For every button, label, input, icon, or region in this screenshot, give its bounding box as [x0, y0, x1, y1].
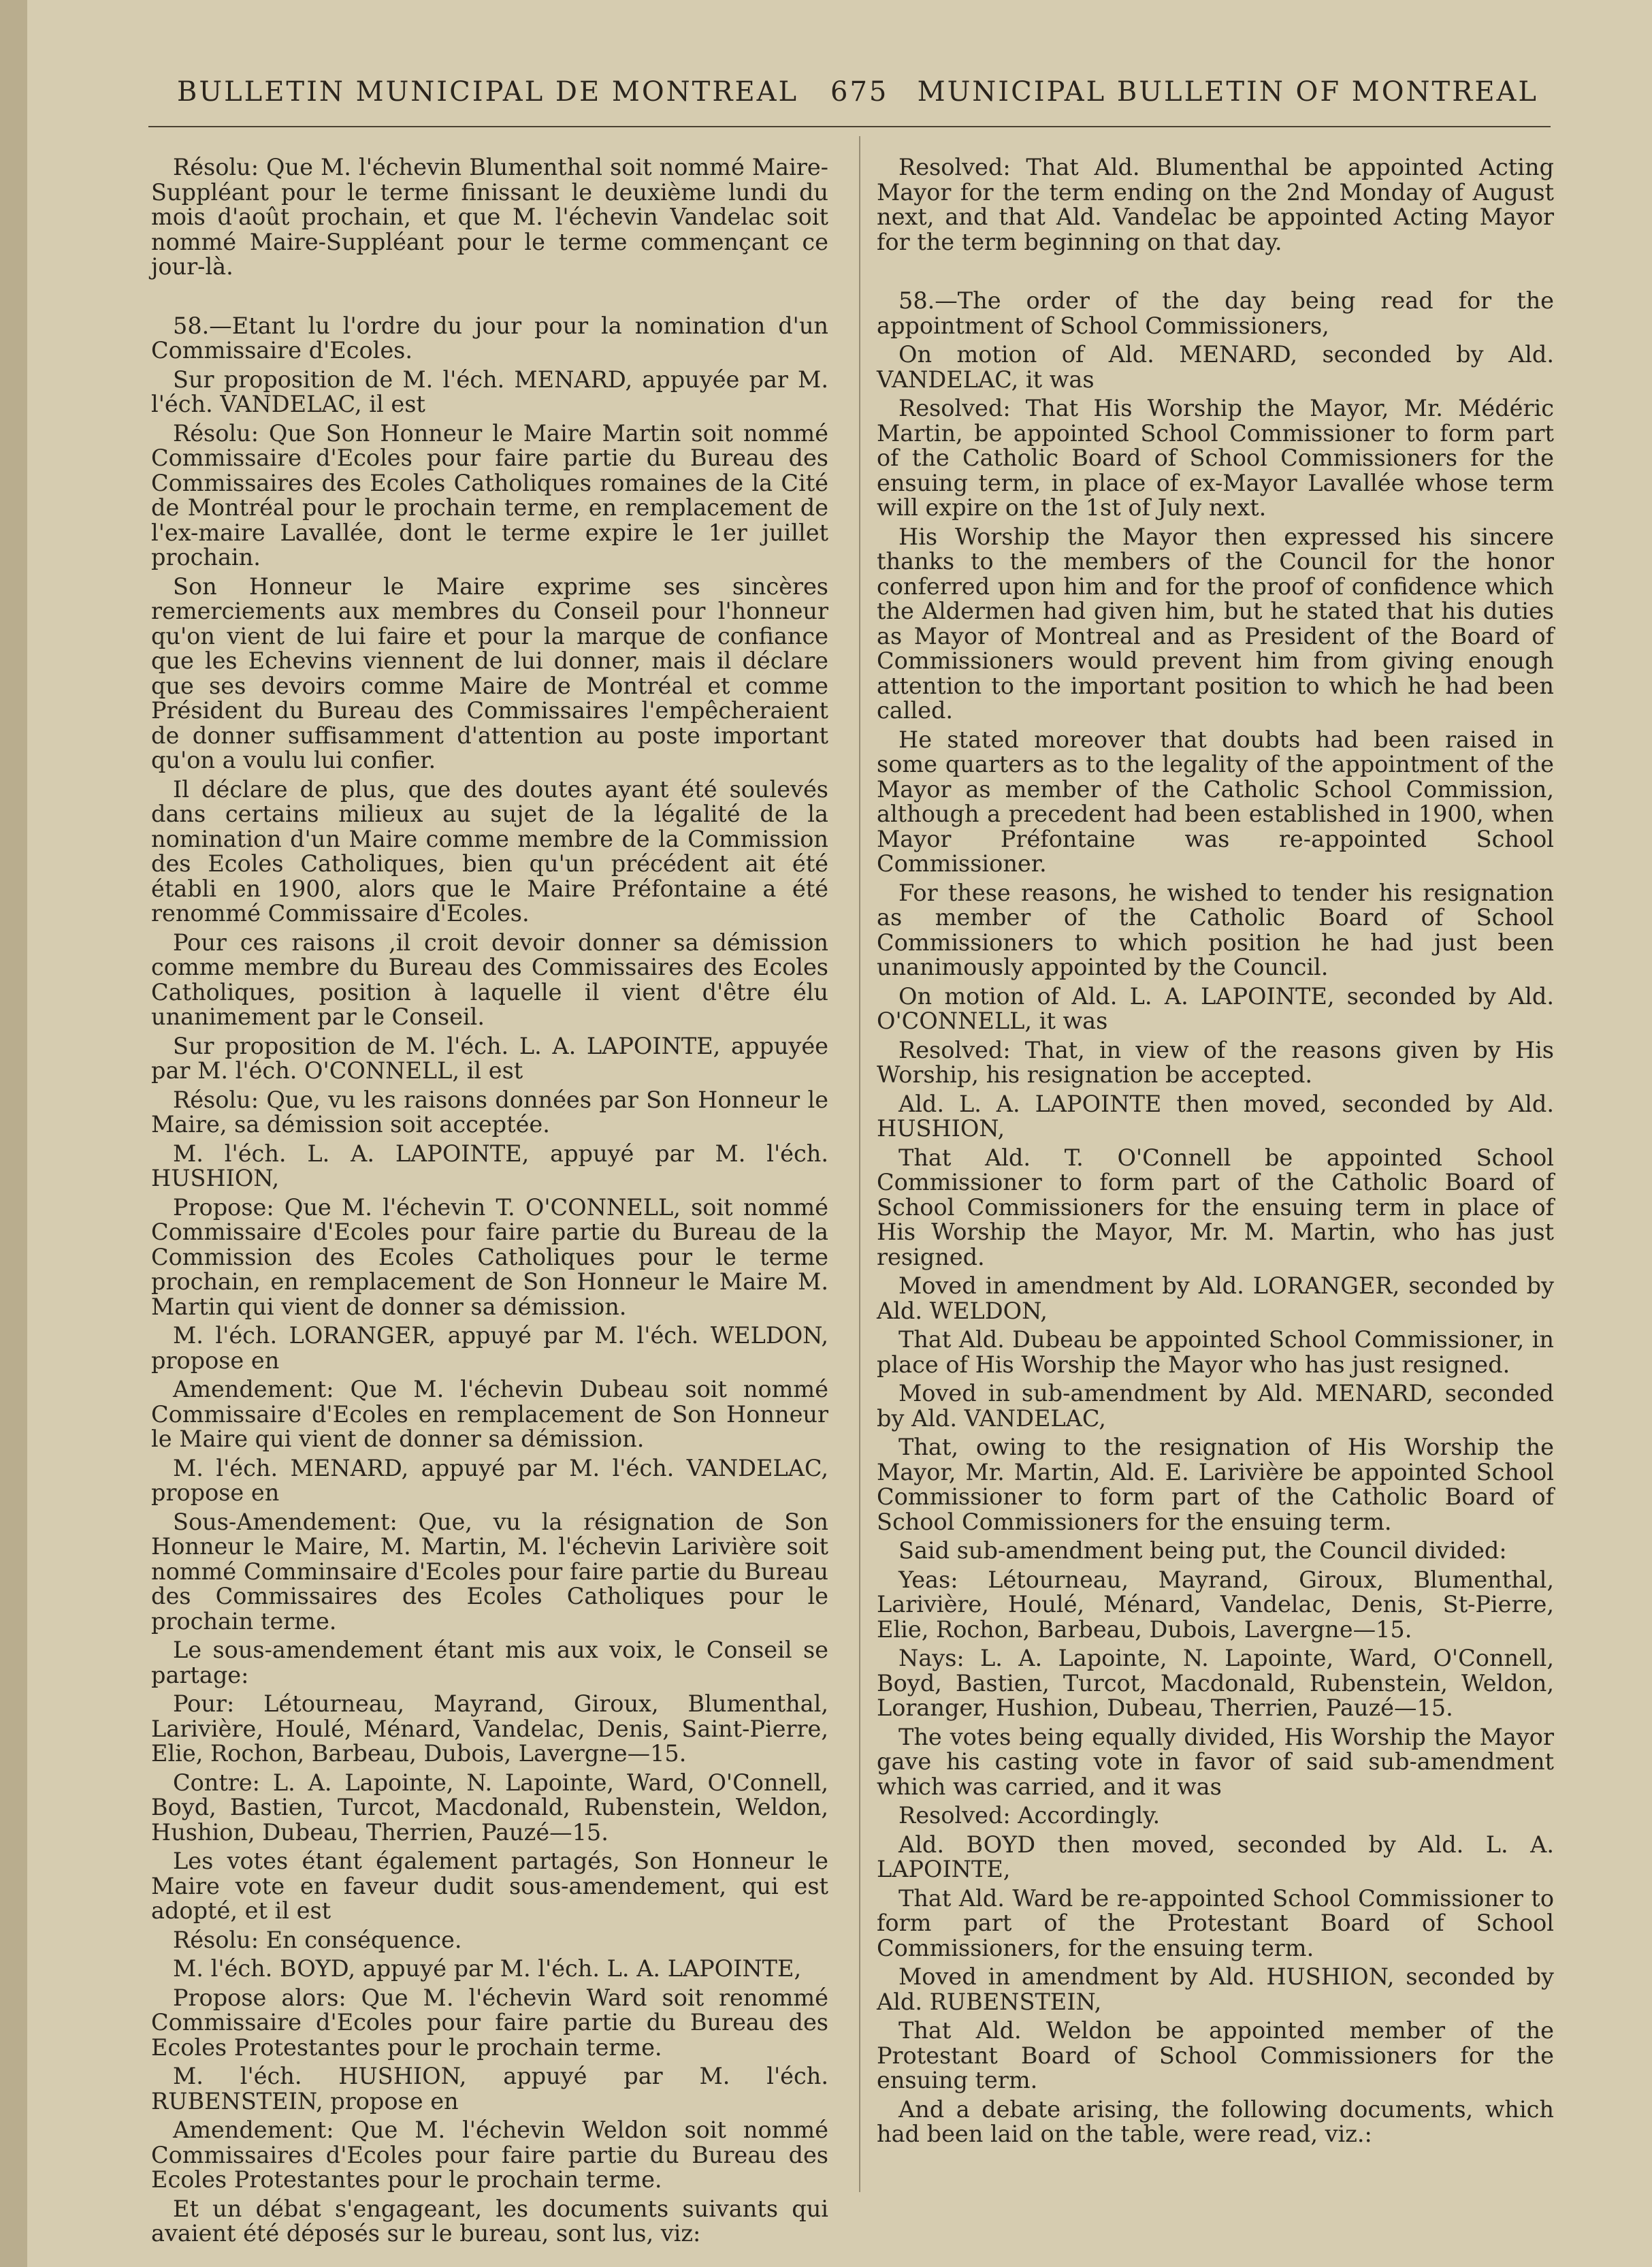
column-divider: [859, 136, 860, 2192]
paragraph: Résolu: Que, vu les raisons données par Son Honneur le Maire, sa démission soit acceptée.: [151, 1086, 828, 1138]
paragraph: Le sous-amendement étant mis aux voix, le Conseil se partage:: [151, 1637, 828, 1688]
paragraph: M. l'éch. LORANGER, appuyé par M. l'éch. WELDON, propose en: [151, 1322, 828, 1374]
paragraph: Pour ces raisons ,il croit devoir donner sa démission comme membre du Bureau des Commissaires des Ecoles Catholiques, position à laquelle il vient d'être élu unanimement par le Conseil.: [151, 929, 828, 1030]
paragraph: Pour: Létourneau, Mayrand, Giroux, Blumenthal, Larivière, Houlé, Ménard, Vandelac, Denis, Saint-Pierre, Elie, Rochon, Barbeau, Dubois, Lavergne—15.: [151, 1690, 828, 1767]
paragraph: For these reasons, he wished to tender his resignation as member of the Catholic Board of School Commissioners to which position he had just been unanimously appointed by the Council.: [877, 879, 1554, 980]
paragraph: Resolved: That His Worship the Mayor, Mr. Médéric Martin, be appointed School Commissioner to form part of the Catholic Board of School Commissioners for the ensuing term, in place of ex-Mayor Lavallée whose term will expire on the 1st of July next.: [877, 395, 1554, 521]
paragraph: On motion of Ald. MENARD, seconded by Ald. VANDELAC, it was: [877, 341, 1554, 393]
paragraph: On motion of Ald. L. A. LAPOINTE, seconded by Ald. O'CONNELL, it was: [877, 982, 1554, 1034]
paragraph: The votes being equally divided, His Worship the Mayor gave his casting vote in favor of said sub-amendment which was carried, and it was: [877, 1723, 1554, 1800]
paragraph: He stated moreover that doubts had been raised in some quarters as to the legality of the appointment of the Mayor as member of the Catholic School Commission, although a precedent had been established in 1900, when Mayor Préfontaine was re-appointed School Commissioner.: [877, 726, 1554, 877]
paragraph: Sur proposition de M. l'éch. L. A. LAPOINTE, appuyée par M. l'éch. O'CONNELL, il est: [151, 1032, 828, 1084]
french-column: [151, 154, 828, 2247]
running-header: [163, 76, 1538, 117]
paragraph: M. l'éch. L. A. LAPOINTE, appuyé par M. l'éch. HUSHION,: [151, 1140, 828, 1191]
header-french-title: BULLETIN MUNICIPAL DE MONTREAL: [177, 76, 799, 108]
paragraph: M. l'éch. BOYD, appuyé par M. l'éch. L. A. LAPOINTE,: [173, 1955, 802, 1982]
paragraph: Les votes étant également partagés, Son Honneur le Maire vote en faveur dudit sous-amendement, qui est adopté, et il est: [151, 1848, 828, 1924]
paragraph: That Ald. T. O'Connell be appointed School Commissioner to form part of the Catholic Board of School Commissioners for the ensuing term in place of His Worship the Mayor, Mr. M. Martin, who has just resigned.: [877, 1144, 1554, 1270]
paragraph: Propose alors: Que M. l'échevin Ward soit renommé Commissaire d'Ecoles pour faire partie du Bureau des Ecoles Protestantes pour le prochain terme.: [151, 1984, 828, 2061]
binding-gutter: [0, 0, 27, 2267]
paragraph: Ald. L. A. LAPOINTE then moved, seconded by Ald. HUSHION,: [877, 1090, 1554, 1142]
header-rule: [148, 126, 1551, 127]
paragraph: Amendement: Que M. l'échevin Dubeau soit nommé Commissaire d'Ecoles en remplacement de Son Honneur le Maire qui vient de donner sa démission.: [151, 1376, 828, 1452]
paragraph: Resolved: Accordingly.: [898, 1802, 1161, 1829]
paragraph: That Ald. Ward be re-appointed School Commissioner to form part of the Protestant Board of School Commissioners, for the ensuing term.: [877, 1884, 1554, 1961]
header-english-title: MUNICIPAL BULLETIN OF MONTREAL: [917, 76, 1538, 108]
paragraph: That Ald. Weldon be appointed member of the Protestant Board of School Commissioners for the ensuing term.: [877, 2017, 1554, 2093]
paragraph: Résolu: En conséquence.: [173, 1926, 462, 1953]
paragraph: Resolved: That, in view of the reasons given by His Worship, his resignation be accepted.: [877, 1036, 1554, 1088]
paragraph: M. l'éch. HUSHION, appuyé par M. l'éch. RUBENSTEIN, propose en: [151, 2063, 828, 2115]
paragraph: Resolved: That Ald. Blumenthal be appointed Acting Mayor for the term ending on the 2nd Monday of August next, and that Ald. Vandelac be appointed Acting Mayor for the term beginning on that day.: [877, 154, 1554, 255]
paragraph: Son Honneur le Maire exprime ses sincères remerciements aux membres du Conseil pour l'honneur qu'on vient de lui faire et pour la marque de confiance que les Echevins viennent de lui donner, mais il déclare que ses devoirs comme Maire de Montréal et comme Président du Bureau des Commissaires l'empêcheraient de donner suffisamment d'attention au poste important qu'on a voulu lui confier.: [151, 573, 828, 773]
paragraph: That, owing to the resignation of His Worship the Mayor, Mr. Martin, Ald. E. Larivière be appointed School Commissioner to form part of the Catholic Board of School Commissioners for the ensuing term.: [877, 1434, 1554, 1535]
paragraph: Moved in sub-amendment by Ald. MENARD, seconded by Ald. VANDELAC,: [877, 1380, 1554, 1432]
paragraph: M. l'éch. MENARD, appuyé par M. l'éch. VANDELAC, propose en: [151, 1454, 828, 1506]
paragraph: 58.—Etant lu l'ordre du jour pour la nomination d'un Commissaire d'Ecoles.: [151, 312, 828, 364]
section-gap: [151, 284, 828, 314]
paragraph: Propose: Que M. l'échevin T. O'CONNELL, soit nommé Commissaire d'Ecoles pour faire partie du Bureau de la Commission des Ecoles Catholiques pour le terme prochain, en remplacement de Son Honneur le Maire M. Martin qui vient de donner sa démission.: [151, 1193, 828, 1320]
paragraph: 58.—The order of the day being read for the appointment of School Commissioners,: [877, 287, 1554, 339]
paragraph: Moved in amendment by Ald. LORANGER, seconded by Ald. WELDON,: [877, 1272, 1554, 1324]
paragraph: That Ald. Dubeau be appointed School Commissioner, in place of His Worship the Mayor who has just resigned.: [877, 1326, 1554, 1378]
paragraph: Sur proposition de M. l'éch. MENARD, appuyée par M. l'éch. VANDELAC, il est: [151, 366, 828, 417]
paragraph: And a debate arising, the following documents, which had been laid on the table, were read, viz.:: [877, 2095, 1554, 2147]
paragraph: Résolu: Que Son Honneur le Maire Martin soit nommé Commissaire d'Ecoles pour faire partie du Bureau des Commissaires des Ecoles Catholiques romaines de la Cité de Montréal pour le prochain terme, en remplacement de l'ex-maire Lavallée, dont le terme expire le 1er juillet prochain.: [151, 419, 828, 570]
paragraph: Contre: L. A. Lapointe, N. Lapointe, Ward, O'Connell, Boyd, Bastien, Turcot, Macdonald, Rubenstein, Weldon, Hushion, Dubeau, Therrien, Pauzé—15.: [151, 1769, 828, 1846]
paragraph: His Worship the Mayor then expressed his sincere thanks to the members of the Council for the honor conferred upon him and for the proof of confidence which the Aldermen had given him, but he stated that his duties as Mayor of Montreal and as President of the Board of Commissioners would prevent him from giving enough attention to the important position to which he had been called.: [877, 523, 1554, 724]
section-gap: [877, 259, 1554, 289]
paragraph: Sous-Amendement: Que, vu la résignation de Son Honneur le Maire, M. Martin, M. l'échevin Larivière soit nommé Comminsaire d'Ecoles pour faire partie du Bureau des Commissaires des Ecoles Catholiques pour le prochain terme.: [151, 1508, 828, 1635]
paragraph: Amendement: Que M. l'échevin Weldon soit nommé Commissaires d'Ecoles pour faire partie du Bureau des Ecoles Protestantes pour le prochain terme.: [151, 2117, 828, 2193]
paragraph: Résolu: Que M. l'échevin Blumenthal soit nommé Maire-Suppléant pour le terme finissant le deuxième lundi du mois d'août prochain, et que M. l'échevin Vandelac soit nommé Maire-Suppléant pour le terme commençant ce jour-là.: [151, 154, 828, 280]
paragraph: Nays: L. A. Lapointe, N. Lapointe, Ward, O'Connell, Boyd, Bastien, Turcot, Macdonald, Rubenstein, Weldon, Loranger, Hushion, Dubeau, Therrien, Pauzé—15.: [877, 1645, 1554, 1721]
english-column: [877, 155, 1554, 2198]
paragraph: Il déclare de plus, que des doutes ayant été soulevés dans certains milieux au sujet de la légalité de la nomination d'un Maire comme membre de la Commission des Ecoles Catholiques, bien qu'un précédent ait été établi en 1900, alors que le Maire Préfontaine a été renommé Commissaire d'Ecoles.: [151, 775, 828, 927]
page-number: 675: [830, 76, 889, 108]
paragraph: Said sub-amendment being put, the Council divided:: [898, 1537, 1507, 1564]
paragraph: Moved in amendment by Ald. HUSHION, seconded by Ald. RUBENSTEIN,: [877, 1963, 1554, 2015]
paragraph: Yeas: Létourneau, Mayrand, Giroux, Blumenthal, Larivière, Houlé, Ménard, Vandelac, Denis, St-Pierre, Elie, Rochon, Barbeau, Dubois, Lavergne—15.: [877, 1566, 1554, 1643]
paragraph: Ald. BOYD then moved, seconded by Ald. L. A. LAPOINTE,: [877, 1831, 1554, 1882]
paragraph: Et un débat s'engageant, les documents suivants qui avaient été déposés sur le bureau, sont lus, viz:: [151, 2195, 828, 2247]
